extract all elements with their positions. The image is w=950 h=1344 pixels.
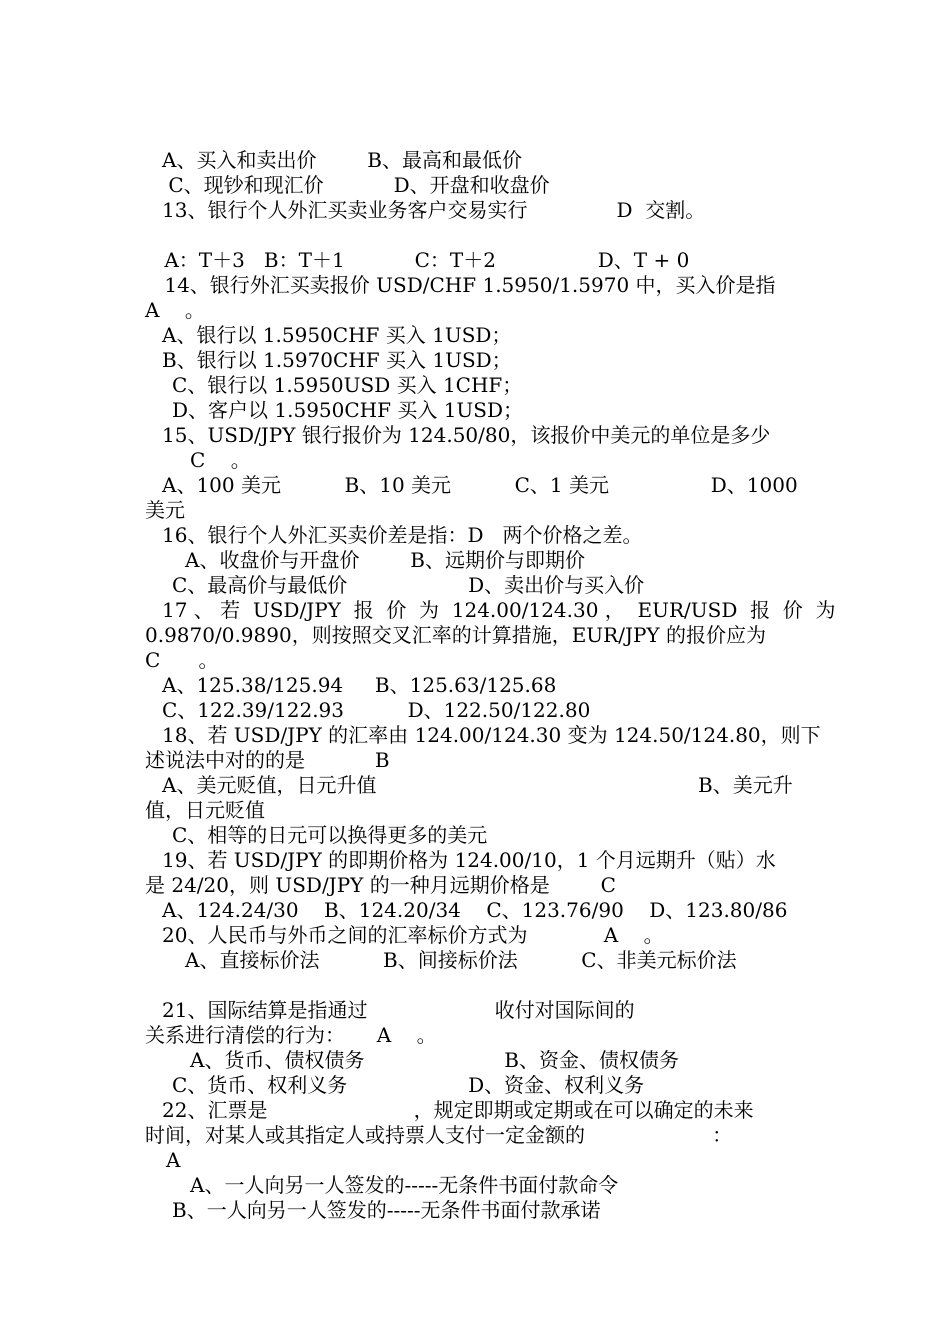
text-line: A、收盘价与开盘价 B、远期价与即期价 [185,548,585,572]
text-line: A、124.24/30 B、124.20/34 C、123.76/90 D、123.80/86 [162,898,788,922]
text-line: C、银行以 1.5950USD 买入 1CHF； [172,373,523,397]
text-line: C、122.39/122.93 D、122.50/122.80 [162,698,591,722]
text-line: 美元 [145,498,185,522]
text-line: 14、银行外汇买卖报价 USD/CHF 1.5950/1.5970 中，买入价是指 [158,273,776,297]
text-line: 关系进行清偿的行为： A 。 [145,1023,437,1047]
text-line: C、现钞和现汇价 D、开盘和收盘价 [162,173,550,197]
text-line: C、货币、权利义务 D、资金、权利义务 [172,1073,645,1097]
text-line: D、客户以 1.5950CHF 买入 1USD； [172,398,524,422]
text-line: 值，日元贬值 [145,798,265,822]
text-line: 15、USD/JPY 银行报价为 124.50/80，该报价中美元的单位是多少 [162,423,771,447]
text-line: 16、银行个人外汇买卖价差是指：D 两个价格之差。 [162,523,643,547]
text-line: 17 、 若 USD/JPY 报 价 为 124.00/124.30 ， EUR/USD 报 价 为 [162,598,836,622]
text-line: 述说法中对的的是 B [145,748,390,772]
text-line: 21、国际结算是指通过 收付对国际间的 [162,998,635,1022]
text-line: 0.9870/0.9890，则按照交叉汇率的计算措施，EUR/JPY 的报价应为 [145,623,766,647]
text-line: A、美元贬值，日元升值 [162,773,377,797]
text-line: A、货币、债权债务 B、资金、债权债务 [190,1048,680,1072]
text-line: 19、若 USD/JPY 的即期价格为 124.00/10，1 个月远期升（贴）水 [162,848,776,872]
text-line: 22、汇票是 ，规定即期或定期或在可以确定的未来 [162,1098,754,1122]
text-line: A：T＋3 B：T＋1 C：T＋2 D、T + 0 [158,248,690,272]
text-line: 18、若 USD/JPY 的汇率由 124.00/124.30 变为 124.50/124.80，则下 [162,723,821,747]
text-line: B、一人向另一人签发的-----无条件书面付款承诺 [172,1198,601,1222]
text-line: 时间，对某人或其指定人或持票人支付一定金额的 ： [145,1123,733,1147]
text-line: B、美元升 [698,773,793,797]
text-line: A [166,1148,181,1172]
text-line: C 。 [190,448,251,472]
text-line: A、125.38/125.94 B、125.63/125.68 [162,673,557,697]
text-line: B、银行以 1.5970CHF 买入 1USD； [162,348,512,372]
text-line: C 。 [145,648,219,672]
text-line: A、买入和卖出价 B、最高和最低价 [162,148,522,172]
text-line: C、相等的日元可以换得更多的美元 [172,823,488,847]
text-line: A、一人向另一人签发的-----无条件书面付款命令 [190,1173,619,1197]
text-line: 是 24/20，则 USD/JPY 的一种月远期价格是 C [145,873,616,897]
text-line: 20、人民币与外币之间的汇率标价方式为 A 。 [162,923,664,947]
text-line: 13、银行个人外汇买卖业务客户交易实行 D 交割。 [162,198,706,222]
text-line: A、银行以 1.5950CHF 买入 1USD； [162,323,512,347]
text-line: A、直接标价法 B、间接标价法 C、非美元标价法 [185,948,737,972]
text-line: C、最高价与最低价 D、卖出价与买入价 [172,573,645,597]
text-line: A 。 [145,298,205,322]
text-line: A、100 美元 B、10 美元 C、1 美元 D、1000 [162,473,798,497]
